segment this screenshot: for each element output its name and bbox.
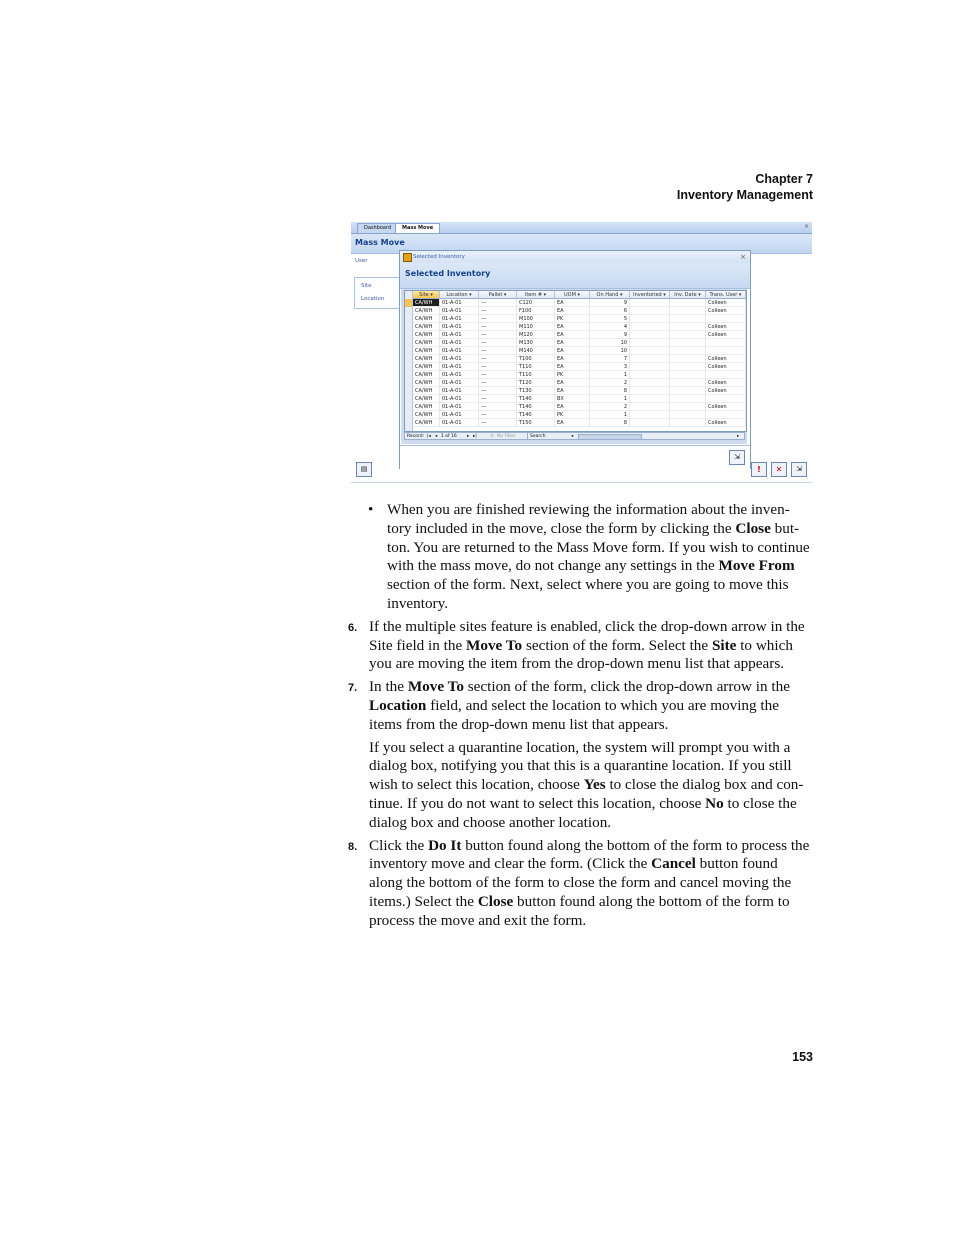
- cell-item[interactable]: T100: [517, 355, 555, 363]
- cell-inventoried[interactable]: [630, 339, 670, 347]
- cell-location[interactable]: 01-A-01: [440, 363, 479, 371]
- record-position[interactable]: 1 of 16: [441, 434, 457, 439]
- text-run: In the: [369, 678, 408, 696]
- cell-location[interactable]: 01-A-01: [440, 371, 479, 379]
- move-from-box: [354, 277, 402, 309]
- selected-inventory-dialog: [399, 250, 751, 469]
- cell-inv-date[interactable]: [670, 315, 706, 323]
- column-header-trans-user[interactable]: Trans. User ▾: [706, 291, 746, 299]
- cell-inv-date[interactable]: [670, 307, 706, 315]
- cell-trans-user[interactable]: [706, 347, 746, 355]
- cell-trans-user[interactable]: Colleen: [706, 323, 746, 331]
- cell-location[interactable]: 01-A-01: [440, 299, 479, 307]
- cell-pallet[interactable]: ---: [479, 331, 517, 339]
- cell-uom[interactable]: EA: [555, 307, 590, 315]
- tab-bar: [351, 222, 812, 234]
- cancel-button[interactable]: ✕: [771, 462, 787, 477]
- cell-location[interactable]: 01-A-01: [440, 331, 479, 339]
- cell-site[interactable]: CA/WH: [413, 411, 440, 419]
- cell-item[interactable]: F100: [517, 307, 555, 315]
- dialog-body: [401, 289, 747, 444]
- cell-inventoried[interactable]: [630, 419, 670, 427]
- cell-on-hand[interactable]: 1: [590, 411, 630, 419]
- cell-site[interactable]: CA/WH: [413, 419, 440, 427]
- scroll-right-icon[interactable]: ▸: [737, 434, 740, 439]
- location-label: Location: [361, 296, 385, 302]
- cell-site[interactable]: CA/WH: [413, 315, 440, 323]
- cell-inventoried[interactable]: [630, 299, 670, 307]
- cell-pallet[interactable]: ---: [479, 347, 517, 355]
- cell-on-hand[interactable]: 8: [590, 419, 630, 427]
- step-7-note-text: [369, 739, 814, 833]
- cell-pallet[interactable]: ---: [479, 299, 517, 307]
- search-box[interactable]: Search: [527, 433, 572, 440]
- step-6-number: 6.: [348, 621, 358, 634]
- cell-on-hand[interactable]: 6: [590, 307, 630, 315]
- cell-site[interactable]: CA/WH: [413, 331, 440, 339]
- bullet-marker: •: [368, 501, 374, 518]
- text-run: button found along the bottom of the form to close the form and cancel moving the items.) Select the: [369, 855, 792, 910]
- cell-location[interactable]: 01-A-01: [440, 419, 479, 427]
- cell-on-hand[interactable]: 9: [590, 331, 630, 339]
- cell-pallet[interactable]: ---: [479, 371, 517, 379]
- cell-item[interactable]: M100: [517, 315, 555, 323]
- step-7-note: [351, 739, 814, 833]
- cell-uom[interactable]: EA: [555, 331, 590, 339]
- step-6-text: [369, 618, 814, 674]
- chapter-label: Chapter 7: [755, 172, 813, 186]
- close-tab-icon[interactable]: ×: [803, 223, 809, 230]
- step-8-text: [369, 837, 814, 931]
- cell-uom[interactable]: EA: [555, 355, 590, 363]
- column-header-inv-date[interactable]: Inv. Date ▾: [670, 291, 706, 299]
- cell-on-hand[interactable]: 9: [590, 299, 630, 307]
- tab-mass-move[interactable]: Mass Move: [395, 223, 440, 233]
- bold-term: Cancel: [651, 855, 696, 873]
- cell-trans-user[interactable]: [706, 339, 746, 347]
- cell-trans-user[interactable]: Colleen: [706, 403, 746, 411]
- cell-item[interactable]: T130: [517, 387, 555, 395]
- cell-location[interactable]: 01-A-01: [440, 323, 479, 331]
- cell-pallet[interactable]: ---: [479, 419, 517, 427]
- bold-term: Do It: [428, 836, 462, 854]
- column-header-site[interactable]: Site ▾: [413, 291, 440, 299]
- cell-inv-date[interactable]: [670, 355, 706, 363]
- cell-pallet[interactable]: ---: [479, 339, 517, 347]
- next-record-icon[interactable]: ▸: [467, 434, 470, 439]
- user-label: User: [355, 258, 368, 264]
- form-title: Mass Move: [355, 238, 405, 247]
- cell-inv-date[interactable]: [670, 363, 706, 371]
- text-run: section of the form. Next, select where you are going to move this inventory.: [387, 576, 789, 612]
- cell-inventoried[interactable]: [630, 395, 670, 403]
- dialog-titlebar-text: Selected Inventory: [413, 254, 465, 260]
- cell-site[interactable]: CA/WH: [413, 379, 440, 387]
- cell-inv-date[interactable]: [670, 299, 706, 307]
- dialog-heading: Selected Inventory: [405, 269, 491, 278]
- cell-site[interactable]: CA/WH: [413, 363, 440, 371]
- cell-on-hand[interactable]: 1: [590, 371, 630, 379]
- cell-pallet[interactable]: ---: [479, 355, 517, 363]
- cell-site[interactable]: CA/WH: [413, 403, 440, 411]
- bold-term: Move From: [718, 557, 795, 575]
- cell-inventoried[interactable]: [630, 371, 670, 379]
- cell-uom[interactable]: PK: [555, 371, 590, 379]
- inventory-table: [404, 290, 747, 432]
- form-icon: [403, 253, 412, 262]
- bold-term: No: [705, 794, 724, 812]
- bullet-item: [351, 501, 814, 614]
- record-label: Record:: [407, 434, 425, 439]
- cell-trans-user[interactable]: [706, 315, 746, 323]
- text-run: If the multiple sites feature is enabled, click the drop-down arrow in the Site field in the: [369, 617, 805, 654]
- cell-pallet[interactable]: ---: [479, 411, 517, 419]
- mass-move-screenshot: [351, 222, 812, 483]
- cell-item[interactable]: M130: [517, 339, 555, 347]
- cell-inv-date[interactable]: [670, 419, 706, 427]
- cell-uom[interactable]: PK: [555, 315, 590, 323]
- cell-inventoried[interactable]: [630, 403, 670, 411]
- record-selector-column[interactable]: [405, 291, 413, 431]
- cell-uom[interactable]: EA: [555, 347, 590, 355]
- cell-location[interactable]: 01-A-01: [440, 379, 479, 387]
- cell-uom[interactable]: BX: [555, 395, 590, 403]
- cell-site[interactable]: CA/WH: [413, 299, 440, 307]
- text-run: but-ton. You are returned to the Mass Move form. If you wish to continue with the mass move, do not change any settings in the: [387, 519, 810, 575]
- cell-on-hand[interactable]: 7: [590, 355, 630, 363]
- text-run: to which you are moving the item from the drop-down menu list that appears.: [369, 636, 793, 673]
- cell-trans-user[interactable]: Colleen: [706, 419, 746, 427]
- cell-on-hand[interactable]: 3: [590, 363, 630, 371]
- cell-uom[interactable]: EA: [555, 379, 590, 387]
- cell-uom[interactable]: PK: [555, 411, 590, 419]
- column-header-inventoried[interactable]: Inventoried ▾: [630, 291, 670, 299]
- dialog-footer: [400, 445, 750, 469]
- bold-term: Location: [369, 696, 427, 714]
- cell-trans-user[interactable]: Colleen: [706, 363, 746, 371]
- cell-item[interactable]: T140: [517, 395, 555, 403]
- cell-on-hand[interactable]: 8: [590, 387, 630, 395]
- text-run: button found along the bottom of the form to process the move and exit the form.: [369, 892, 790, 929]
- cell-item[interactable]: C120: [517, 299, 555, 307]
- cell-location[interactable]: 01-A-01: [440, 347, 479, 355]
- cell-inv-date[interactable]: [670, 331, 706, 339]
- cell-site[interactable]: CA/WH: [413, 307, 440, 315]
- cell-inventoried[interactable]: [630, 307, 670, 315]
- cell-item[interactable]: T110: [517, 371, 555, 379]
- report-button[interactable]: ▤: [356, 462, 372, 477]
- cell-pallet[interactable]: ---: [479, 315, 517, 323]
- bold-term: Site: [711, 636, 737, 654]
- close-button[interactable]: ⇲: [791, 462, 807, 477]
- cell-item[interactable]: M140: [517, 347, 555, 355]
- cell-item[interactable]: T140: [517, 403, 555, 411]
- step-7-text: [369, 678, 814, 734]
- cell-inv-date[interactable]: [670, 339, 706, 347]
- cell-inventoried[interactable]: [630, 355, 670, 363]
- cell-trans-user[interactable]: Colleen: [706, 355, 746, 363]
- section-label: Inventory Management: [676, 188, 813, 202]
- step-7: [348, 678, 814, 734]
- text-run: When you are finished reviewing the information about the inven-tory included in the move, close the form by clicking the: [387, 501, 790, 537]
- text-run: field, and select the location to which you are moving the items from the drop-down menu list that appears.: [369, 696, 779, 733]
- filter-status: No Filter: [497, 434, 516, 439]
- column-header-on-hand[interactable]: On Hand ▾: [590, 291, 630, 299]
- cell-trans-user[interactable]: [706, 411, 746, 419]
- cell-site[interactable]: CA/WH: [413, 395, 440, 403]
- step-6: [348, 617, 814, 674]
- cell-item[interactable]: M110: [517, 323, 555, 331]
- dialog-close-button[interactable]: ⇲: [729, 450, 745, 465]
- cell-item[interactable]: M120: [517, 331, 555, 339]
- cell-pallet[interactable]: ---: [479, 395, 517, 403]
- cell-inventoried[interactable]: [630, 379, 670, 387]
- cell-uom[interactable]: EA: [555, 387, 590, 395]
- cell-pallet[interactable]: ---: [479, 379, 517, 387]
- cell-inv-date[interactable]: [670, 387, 706, 395]
- cell-inv-date[interactable]: [670, 371, 706, 379]
- cell-inventoried[interactable]: [630, 323, 670, 331]
- cell-location[interactable]: 01-A-01: [440, 355, 479, 363]
- cell-on-hand[interactable]: 2: [590, 403, 630, 411]
- cell-location[interactable]: 01-A-01: [440, 339, 479, 347]
- cell-site[interactable]: CA/WH: [413, 323, 440, 331]
- cell-inv-date[interactable]: [670, 347, 706, 355]
- cell-trans-user[interactable]: Colleen: [706, 307, 746, 315]
- cell-pallet[interactable]: ---: [479, 363, 517, 371]
- cell-uom[interactable]: EA: [555, 339, 590, 347]
- tab-dashboard[interactable]: Dashboard: [357, 223, 398, 233]
- cell-inventoried[interactable]: [630, 411, 670, 419]
- column-header-uom[interactable]: UOM ▾: [555, 291, 590, 299]
- cell-trans-user[interactable]: [706, 371, 746, 379]
- cell-uom[interactable]: EA: [555, 403, 590, 411]
- cell-site[interactable]: CA/WH: [413, 371, 440, 379]
- filter-icon[interactable]: ⊘: [490, 434, 494, 439]
- cell-site[interactable]: CA/WH: [413, 339, 440, 347]
- horizontal-scrollbar[interactable]: [578, 434, 642, 440]
- first-record-icon[interactable]: |◂: [427, 434, 431, 439]
- text-run: Click the: [369, 836, 429, 854]
- cell-trans-user[interactable]: Colleen: [706, 299, 746, 307]
- cell-inventoried[interactable]: [630, 363, 670, 371]
- dialog-titlebar: [400, 251, 750, 263]
- cell-site[interactable]: CA/WH: [413, 387, 440, 395]
- bold-term: Yes: [583, 776, 606, 794]
- cell-pallet[interactable]: ---: [479, 323, 517, 331]
- cell-item[interactable]: T140: [517, 411, 555, 419]
- cell-item[interactable]: T150: [517, 419, 555, 427]
- bold-term: Close: [735, 519, 771, 537]
- text-run: section of the form, click the drop-down arrow in the: [463, 678, 790, 696]
- site-label: Site: [361, 283, 372, 289]
- cell-location[interactable]: 01-A-01: [440, 387, 479, 395]
- bullet-text: [387, 501, 814, 614]
- cell-inv-date[interactable]: [670, 323, 706, 331]
- text-run: button found along the bottom of the form to process the inventory move and clear the form. (Click the: [369, 836, 810, 873]
- cell-pallet[interactable]: ---: [479, 307, 517, 315]
- step-8-number: 8.: [348, 840, 358, 853]
- dialog-heading-bar: [400, 263, 750, 289]
- step-8: [348, 836, 814, 931]
- column-header-pallet[interactable]: Pallet ▾: [479, 291, 517, 299]
- cell-inventoried[interactable]: [630, 387, 670, 395]
- cell-location[interactable]: 01-A-01: [440, 411, 479, 419]
- cell-site[interactable]: CA/WH: [413, 355, 440, 363]
- cell-item[interactable]: T120: [517, 379, 555, 387]
- cell-inventoried[interactable]: [630, 315, 670, 323]
- cell-uom[interactable]: EA: [555, 419, 590, 427]
- prev-record-icon[interactable]: ◂: [435, 434, 438, 439]
- cell-pallet[interactable]: ---: [479, 387, 517, 395]
- cell-trans-user[interactable]: Colleen: [706, 331, 746, 339]
- text-run: to close the dialog box and choose another location.: [369, 794, 797, 831]
- cell-location[interactable]: 01-A-01: [440, 403, 479, 411]
- cell-on-hand[interactable]: 10: [590, 339, 630, 347]
- cell-site[interactable]: CA/WH: [413, 347, 440, 355]
- cell-on-hand[interactable]: 1: [590, 395, 630, 403]
- cell-inv-date[interactable]: [670, 403, 706, 411]
- cell-trans-user[interactable]: Colleen: [706, 379, 746, 387]
- step-7-number: 7.: [348, 682, 358, 695]
- cell-pallet[interactable]: ---: [479, 403, 517, 411]
- record-navigator: [404, 432, 745, 440]
- cell-inv-date[interactable]: [670, 379, 706, 387]
- bold-term: Move To: [407, 678, 464, 696]
- current-record-selector[interactable]: [405, 299, 413, 307]
- cell-inventoried[interactable]: [630, 331, 670, 339]
- cell-on-hand[interactable]: 5: [590, 315, 630, 323]
- text-run: to close the dialog box and con-tinue. If you do not want to select this location, choose: [369, 776, 804, 812]
- cell-location[interactable]: 01-A-01: [440, 307, 479, 315]
- bold-term: Move To: [466, 636, 523, 654]
- cell-on-hand[interactable]: 4: [590, 323, 630, 331]
- cell-item[interactable]: T110: [517, 363, 555, 371]
- column-header-location[interactable]: Location ▾: [440, 291, 479, 299]
- cell-inv-date[interactable]: [670, 395, 706, 403]
- scroll-left-icon[interactable]: ◂: [571, 434, 574, 439]
- do-it-button[interactable]: !: [751, 462, 767, 477]
- page-number: 153: [792, 1050, 813, 1064]
- cell-trans-user[interactable]: Colleen: [706, 387, 746, 395]
- cell-inv-date[interactable]: [670, 411, 706, 419]
- cell-on-hand[interactable]: 2: [590, 379, 630, 387]
- cell-trans-user[interactable]: [706, 395, 746, 403]
- cell-on-hand[interactable]: 10: [590, 347, 630, 355]
- text-run: section of the form. Select the: [522, 636, 712, 654]
- cell-location[interactable]: 01-A-01: [440, 395, 479, 403]
- cell-uom[interactable]: EA: [555, 323, 590, 331]
- cell-uom[interactable]: EA: [555, 299, 590, 307]
- cell-inventoried[interactable]: [630, 347, 670, 355]
- dialog-close-icon[interactable]: ×: [740, 253, 746, 261]
- last-record-icon[interactable]: ▸|: [473, 434, 477, 439]
- cell-uom[interactable]: EA: [555, 363, 590, 371]
- column-header-item[interactable]: Item # ▾: [517, 291, 555, 299]
- cell-location[interactable]: 01-A-01: [440, 315, 479, 323]
- bold-term: Close: [477, 892, 514, 910]
- text-run: If you select a quarantine location, the system will prompt you with a dialog box, notifying you that this is a quarantine location. If you still wish to select this location, choose: [369, 738, 792, 794]
